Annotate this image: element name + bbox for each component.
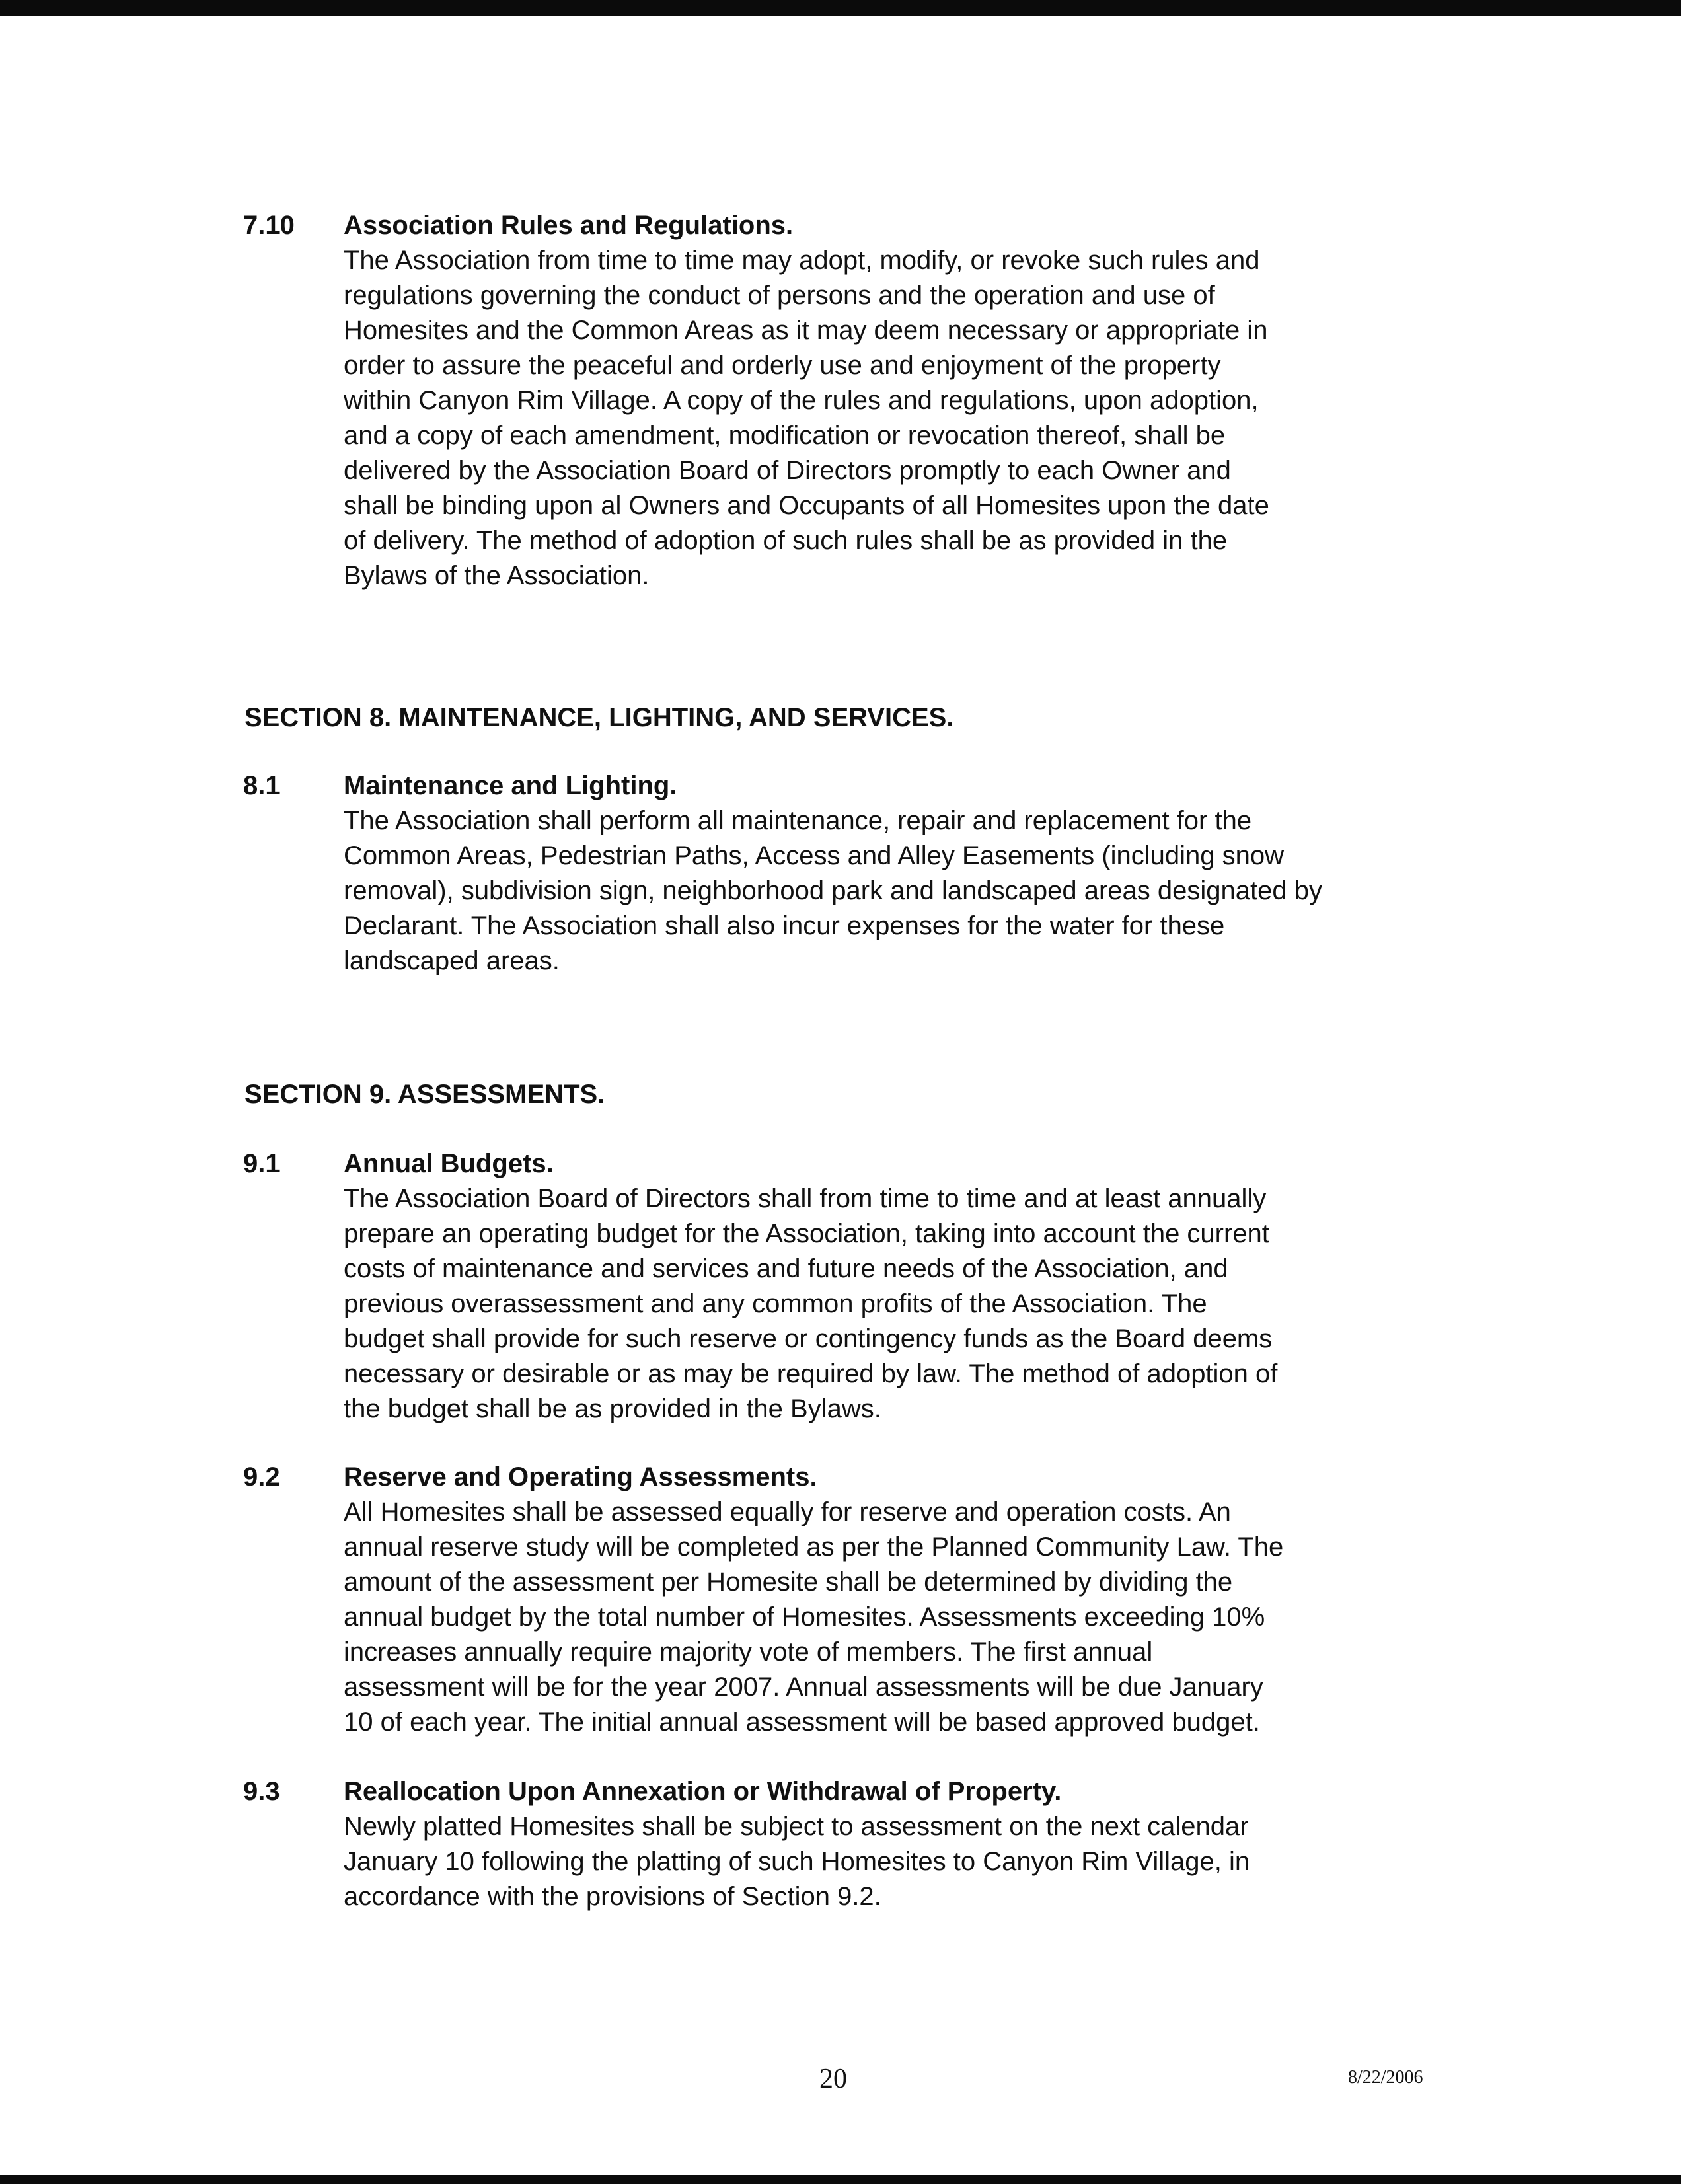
body-line: within Canyon Rim Village. A copy of the rules and regulations, upon adoption, [344, 386, 1259, 415]
section-9-2-title: Reserve and Operating Assessments. [344, 1462, 817, 1491]
section-8-1 [344, 769, 1493, 979]
section-9-1-number: 9.1 [243, 1149, 280, 1178]
section-9-1-title: Annual Budgets. [344, 1149, 554, 1178]
footer-date: 8/22/2006 [1348, 2067, 1423, 2088]
page-number: 20 [819, 2064, 847, 2094]
body-line: costs of maintenance and services and future needs of the Association, and [344, 1254, 1228, 1283]
body-line: The Association shall perform all maintenance, repair and replacement for the [344, 806, 1252, 835]
section-9-1 [344, 1147, 1493, 1427]
body-line: January 10 following the platting of such Homesites to Canyon Rim Village, in [344, 1847, 1250, 1876]
body-line: Common Areas, Pedestrian Paths, Access and Alley Easements (including snow [344, 841, 1284, 870]
section-7-10 [344, 208, 1493, 593]
body-line: increases annually require majority vote of members. The first annual [344, 1638, 1153, 1667]
body-line: annual budget by the total number of Homesites. Assessments exceeding 10% [344, 1602, 1265, 1632]
body-line: Homesites and the Common Areas as it may deem necessary or appropriate in [344, 316, 1268, 345]
body-line: landscaped areas. [344, 946, 560, 975]
section-8-1-title: Maintenance and Lighting. [344, 771, 677, 800]
body-line: Declarant. The Association shall also incur expenses for the water for these [344, 911, 1225, 940]
body-line: necessary or desirable or as may be required by law. The method of adoption of [344, 1359, 1278, 1388]
body-line: budget shall provide for such reserve or contingency funds as the Board deems [344, 1324, 1273, 1353]
section-9-2 [344, 1460, 1493, 1740]
body-line: annual reserve study will be completed as per the Planned Community Law. The [344, 1532, 1284, 1562]
body-line: The Association from time to time may adopt, modify, or revoke such rules and [344, 246, 1260, 275]
body-line: assessment will be for the year 2007. Annual assessments will be due January [344, 1673, 1263, 1702]
body-line: 10 of each year. The initial annual assessment will be based approved budget. [344, 1708, 1260, 1737]
bottom-scan-border [0, 2175, 1681, 2184]
body-line: order to assure the peaceful and orderly use and enjoyment of the property [344, 351, 1221, 380]
body-line: of delivery. The method of adoption of such rules shall be as provided in the [344, 526, 1228, 555]
body-line: shall be binding upon al Owners and Occupants of all Homesites upon the date [344, 491, 1269, 520]
body-line: accordance with the provisions of Section 9.2. [344, 1882, 881, 1911]
body-line: Newly platted Homesites shall be subject to assessment on the next calendar [344, 1812, 1249, 1841]
section-7-10-number: 7.10 [243, 211, 295, 240]
section-9-heading: SECTION 9. ASSESSMENTS. [244, 1080, 605, 1109]
body-line: regulations governing the conduct of persons and the operation and use of [344, 281, 1215, 310]
top-scan-border [0, 0, 1681, 16]
body-line: prepare an operating budget for the Association, taking into account the current [344, 1219, 1269, 1248]
section-8-1-number: 8.1 [243, 771, 280, 800]
section-9-3-title: Reallocation Upon Annexation or Withdrawal of Property. [344, 1777, 1062, 1806]
section-9-2-number: 9.2 [243, 1462, 280, 1491]
section-8-heading: SECTION 8. MAINTENANCE, LIGHTING, AND SERVICES. [244, 703, 954, 732]
body-line: All Homesites shall be assessed equally for reserve and operation costs. An [344, 1497, 1231, 1526]
body-line: and a copy of each amendment, modification or revocation thereof, shall be [344, 421, 1226, 450]
body-line: the budget shall be as provided in the Bylaws. [344, 1394, 881, 1423]
section-9-3-number: 9.3 [243, 1777, 280, 1806]
section-9-3 [344, 1774, 1493, 1914]
body-line: previous overassessment and any common profits of the Association. The [344, 1289, 1207, 1318]
body-line: delivered by the Association Board of Directors promptly to each Owner and [344, 456, 1231, 485]
body-line: The Association Board of Directors shall from time to time and at least annually [344, 1184, 1267, 1213]
body-line: amount of the assessment per Homesite shall be determined by dividing the [344, 1567, 1233, 1597]
body-line: removal), subdivision sign, neighborhood park and landscaped areas designated by [344, 876, 1322, 905]
body-line: Bylaws of the Association. [344, 561, 650, 590]
section-7-10-title: Association Rules and Regulations. [344, 211, 794, 240]
